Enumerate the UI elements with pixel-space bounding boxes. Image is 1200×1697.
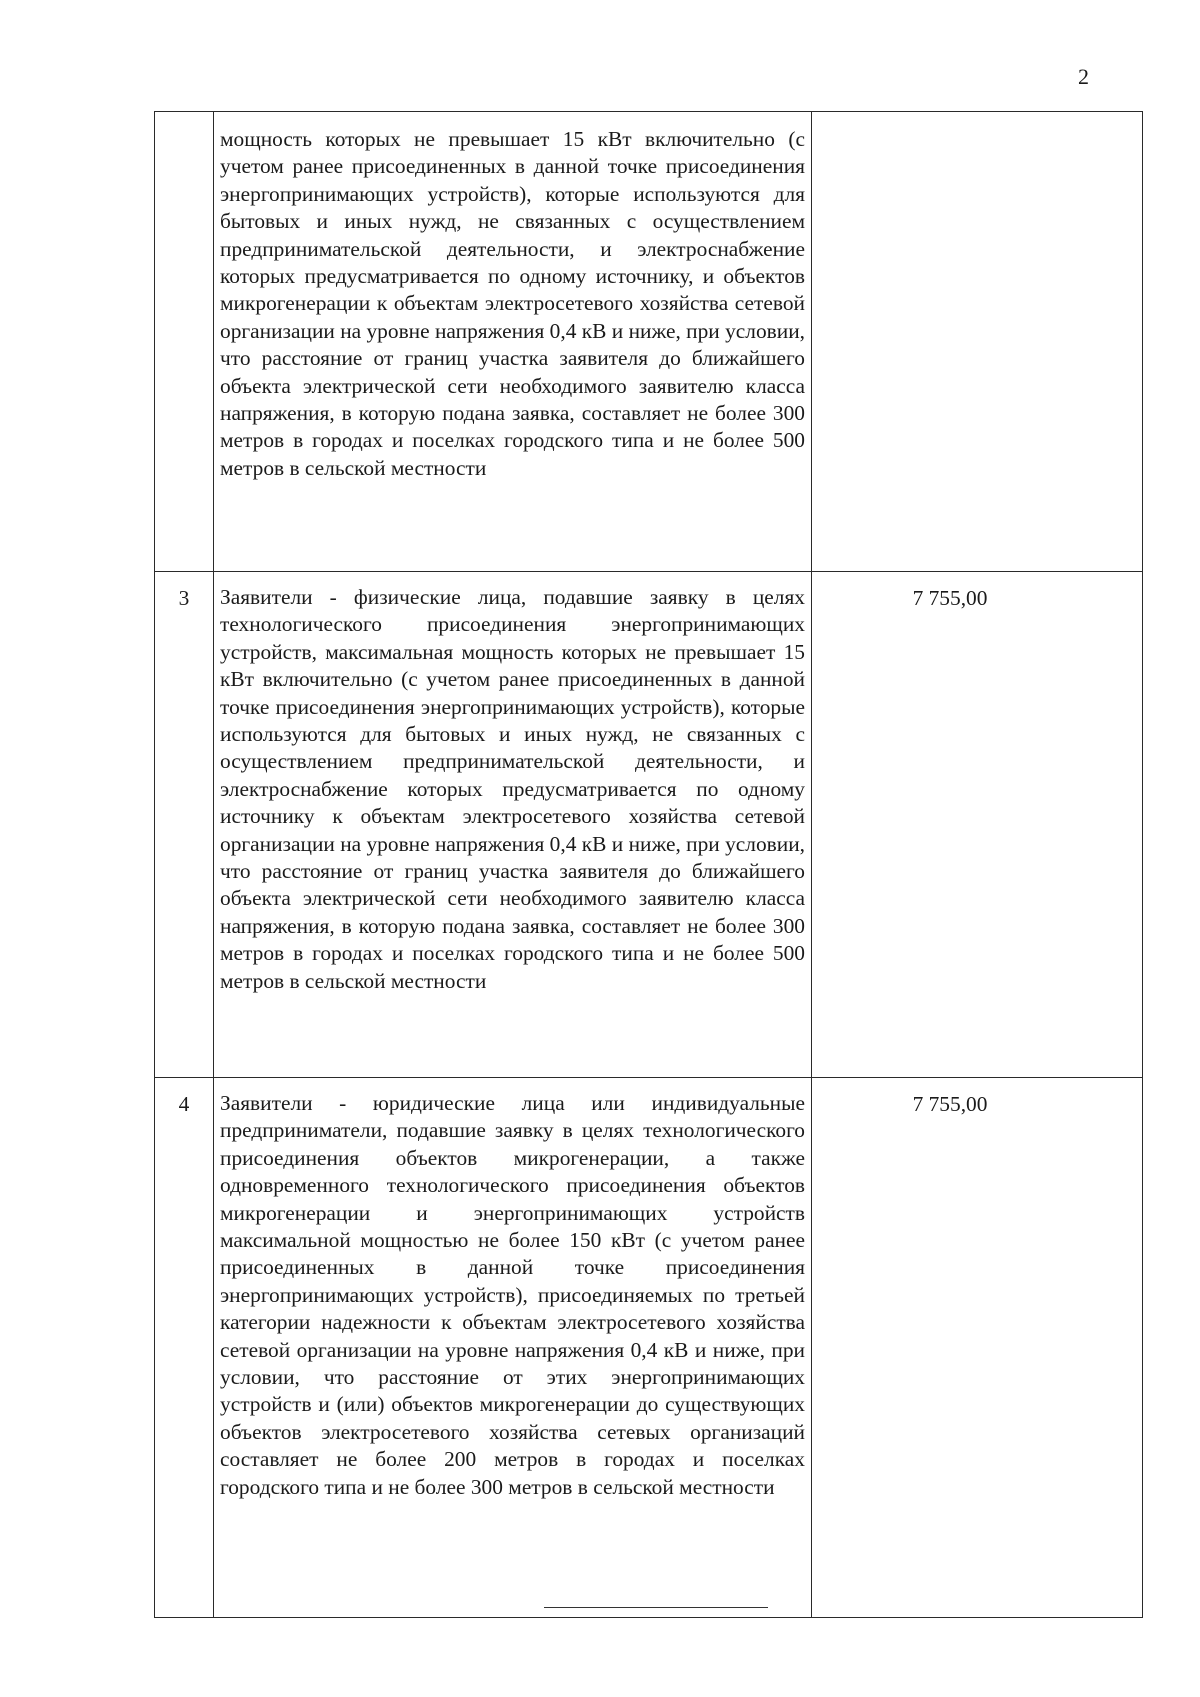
row-number: 3 [155,572,214,1078]
row-price: 7 755,00 [812,572,1143,1078]
page-number: 2 [1078,64,1089,89]
row-price: 7 755,00 [812,1078,1143,1618]
row-description: Заявители - физические лица, подавшие заявку в целях технологического присоединения энергопринимающих устройств, максимальная мощность которых не превышает 15 кВт включительно (с учетом ранее присоединенных в данной точке присоединения энергопринимающих устройств), которые используются для бытовых и иных нужд, не связанных с осуществлением предпринимательской деятельности, и электроснабжение которых предусматривается по одному источнику к объектам электросетевого хозяйства сетевой организации на уровне напряжения 0,4 кВ и ниже, при условии, что расстояние от границ участка заявителя до ближайшего объекта электрической сети необходимого заявителю класса напряжения, в которую подана заявка, составляет не более 300 метров в городах и поселках городского типа и не более 500 метров в сельской местности [214,572,812,1078]
row-price [812,112,1143,572]
end-of-document-line [544,1607,768,1608]
row-description: Заявители - юридические лица или индивидуальные предприниматели, подавшие заявку в целях технологического присоединения объектов микрогенерации, а также одновременного технологического присоединения объектов микрогенерации и энергопринимающих устройств максимальной мощностью не более 150 кВт (с учетом ранее присоединенных в данной точке присоединения энергопринимающих устройств), присоединяемых по третьей категории надежности к объектам электросетевого хозяйства сетевой организации на уровне напряжения 0,4 кВ и ниже, при условии, что расстояние от этих энергопринимающих устройств и (или) объектов микрогенерации до существующих объектов электросетевого хозяйства сетевых организаций составляет не более 200 метров в городах и поселках городского типа и не более 300 метров в сельской местности [214,1078,812,1618]
tariff-table [154,111,1143,1618]
row-description: мощность которых не превышает 15 кВт включительно (с учетом ранее присоединенных в данной точке присоединения энергопринимающих устройств), которые используются для бытовых и иных нужд, не связанных с осуществлением предпринимательской деятельности, и электроснабжение которых предусматривается по одному источнику, и объектов микрогенерации к объектам электросетевого хозяйства сетевой организации на уровне напряжения 0,4 кВ и ниже, при условии, что расстояние от границ участка заявителя до ближайшего объекта электрической сети необходимого заявителю класса напряжения, в которую подана заявка, составляет не более 300 метров в городах и поселках городского типа и не более 500 метров в сельской местности [214,112,812,572]
table-row [155,572,1143,1078]
table-row [155,1078,1143,1618]
row-number [155,112,214,572]
table-row [155,112,1143,572]
row-number: 4 [155,1078,214,1618]
